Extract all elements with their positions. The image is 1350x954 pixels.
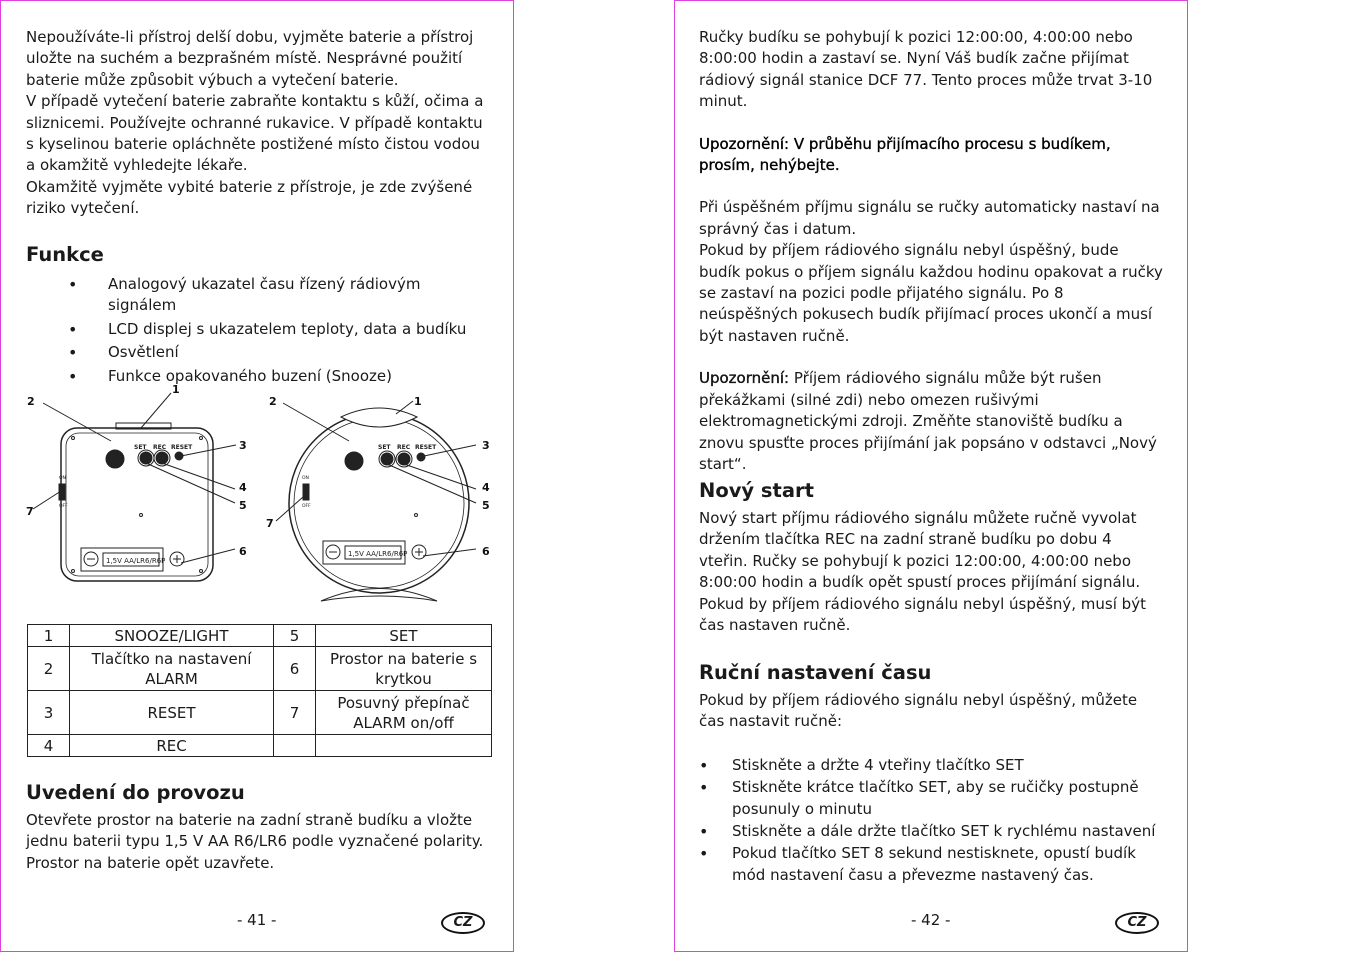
parts-table bbox=[27, 624, 492, 757]
callout-2: 2 bbox=[269, 395, 277, 408]
alarm-clock-diagram bbox=[21, 381, 501, 606]
table-cell bbox=[274, 735, 316, 757]
novy-start-section bbox=[699, 479, 1164, 636]
callout-5: 5 bbox=[239, 499, 247, 512]
page-number: - 41 - bbox=[237, 911, 277, 929]
switch-on-label: ON bbox=[302, 476, 309, 481]
callout-1: 1 bbox=[172, 383, 180, 396]
square-clock-labels bbox=[59, 444, 193, 565]
switch-off-label: OFF bbox=[59, 504, 68, 509]
manual-setting-heading: Ruční nastavení času bbox=[699, 661, 932, 684]
battery-label: 1,5V AA/LR6/R6P bbox=[348, 550, 408, 558]
callout-numbers bbox=[26, 383, 490, 558]
page-number: - 42 - bbox=[911, 911, 951, 929]
callout-1: 1 bbox=[414, 395, 422, 408]
list-item: • Analogový ukazatel času řízený rádiovým signálem bbox=[26, 274, 491, 317]
table-cell: Posuvný přepínač ALARM on/off bbox=[316, 691, 492, 735]
funkce-list bbox=[26, 274, 491, 387]
button-label: RESET bbox=[171, 444, 193, 451]
table-row bbox=[28, 647, 492, 691]
list-item: • LCD displej s ukazatelem teploty, data a budíku bbox=[26, 319, 491, 340]
table-cell: 5 bbox=[274, 625, 316, 647]
novy-start-paragraph-1: Nový start příjmu rádiového signálu můžete ručně vyvolat držením tlačítka REC na zadní straně budíku po dobu 4 vteřin. Ručky se pohybují k pozici 12:00:00, 4:00:00 nebo 8:00:00 hodin a budík opět spustí proces přijímání signálu. bbox=[699, 509, 1141, 592]
table-cell: SET bbox=[316, 625, 492, 647]
switch-off-label: OFF bbox=[302, 504, 311, 509]
provoz-section bbox=[26, 781, 491, 874]
table-row bbox=[28, 735, 492, 757]
funkce-heading: Funkce bbox=[26, 243, 104, 266]
callout-3: 3 bbox=[239, 439, 247, 452]
table-cell: 2 bbox=[28, 647, 70, 691]
list-item: • Stiskněte a dále držte tlačítko SET k rychlému nastavení bbox=[699, 821, 1164, 842]
list-item: • Funkce opakovaného buzení (Snooze) bbox=[26, 366, 491, 387]
battery-label: 1,5V AA/LR6/R6P bbox=[106, 557, 166, 565]
round-clock-figure bbox=[276, 401, 476, 601]
novy-start-heading: Nový start bbox=[699, 479, 814, 502]
warning-label: Upozornění: bbox=[699, 369, 790, 388]
button-label: SET bbox=[134, 444, 147, 451]
callout-6: 6 bbox=[239, 545, 247, 558]
list-item: • Osvětlení bbox=[26, 342, 491, 363]
table-cell: Tlačítko na nastavení ALARM bbox=[70, 647, 274, 691]
button-label: RESET bbox=[415, 444, 437, 451]
interference-warning bbox=[699, 368, 1164, 475]
callout-3: 3 bbox=[482, 439, 490, 452]
manual-setting-paragraph: Pokud by příjem rádiového signálu nebyl úspěšný, můžete čas nastavit ručně: bbox=[699, 691, 1138, 731]
table-cell: 7 bbox=[274, 691, 316, 735]
table-cell: SNOOZE/LIGHT bbox=[70, 625, 274, 647]
table-cell: 6 bbox=[274, 647, 316, 691]
callout-4: 4 bbox=[239, 481, 247, 494]
callout-7: 7 bbox=[26, 505, 34, 518]
square-clock-figure bbox=[33, 393, 236, 581]
intro-paragraph-3: Okamžitě vyjměte vybité baterie z přístroje, je zde zvýšené riziko vytečení. bbox=[26, 177, 473, 218]
table-cell: REC bbox=[70, 735, 274, 757]
warning-no-move: Upozornění: V průběhu přijímacího procesu s budíkem, prosím, nehýbejte. bbox=[699, 134, 1111, 175]
warning-text: Příjem rádiového signálu může být rušen překážkami (silné zdi) nebo omezen rušivými elektromagnetickými zdroji. Změňte stanoviště budíku a znovu spusťte proces přijímání jak popsáno v odstavci „Nový start“. bbox=[699, 369, 1157, 473]
provoz-heading: Uvedení do provozu bbox=[26, 781, 245, 804]
funkce-section bbox=[26, 243, 491, 387]
manual-setting-list bbox=[699, 755, 1164, 886]
table-cell: 4 bbox=[28, 735, 70, 757]
callout-7: 7 bbox=[266, 517, 274, 530]
language-badge: CZ bbox=[1115, 912, 1159, 934]
table-cell bbox=[316, 735, 492, 757]
novy-start-paragraph-2: Pokud by příjem rádiového signálu nebyl úspěšný, musí být čas nastaven ručně. bbox=[699, 594, 1146, 635]
button-label: REC bbox=[153, 444, 167, 451]
reception-paragraph: Ručky budíku se pohybují k pozici 12:00:00, 4:00:00 nebo 8:00:00 hodin a zastaví se. Nyní Váš budík začne přijímat rádiový signál stanice DCF 77. Tento proces může trvat 3-10 minut. bbox=[699, 28, 1153, 111]
button-label: SET bbox=[378, 444, 391, 451]
right-text-block bbox=[699, 27, 1164, 475]
intro-paragraph-2: V případě vytečení baterie zabraňte kontaktu s kůží, očima a sliznicemi. Používejte ochranné rukavice. V případě kontaktu s kyselinou baterie opláchněte postižené místo čistou vodou a okamžitě vyhledejte lékaře. bbox=[26, 92, 484, 175]
table-cell: RESET bbox=[70, 691, 274, 735]
list-item: • Stiskněte a držte 4 vteřiny tlačítko SET bbox=[699, 755, 1164, 776]
table-row bbox=[28, 625, 492, 647]
table-cell: Prostor na baterie s krytkou bbox=[316, 647, 492, 691]
page-left bbox=[0, 0, 514, 952]
table-cell: 3 bbox=[28, 691, 70, 735]
table-row bbox=[28, 691, 492, 735]
manual-setting-section bbox=[699, 661, 1164, 886]
callout-5: 5 bbox=[482, 499, 490, 512]
intro-block bbox=[26, 27, 491, 220]
success-paragraph: Při úspěšném příjmu signálu se ručky automaticky nastaví na správný čas i datum. bbox=[699, 198, 1160, 238]
retry-paragraph: Pokud by příjem rádiového signálu nebyl úspěšný, bude budík pokus o příjem signálu každou hodinu opakovat a ručky se zastaví na pozici podle přijatého signálu. Po 8 neúspěšných pokusech budík přijímací proces ukončí a musí být nastaven ručně. bbox=[699, 241, 1163, 345]
button-label: REC bbox=[397, 444, 411, 451]
switch-on-label: ON bbox=[59, 476, 66, 481]
intro-paragraph-1: Nepoužíváte-li přístroj delší dobu, vyjměte baterie a přístroj uložte na suchém a bezprašném místě. Nesprávné použití baterie může způsobit výbuch a vytečení baterie. bbox=[26, 28, 474, 89]
list-item: • Pokud tlačítko SET 8 sekund nestisknete, opustí budík mód nastavení času a převezme nastavený čas. bbox=[699, 843, 1164, 886]
callout-6: 6 bbox=[482, 545, 490, 558]
callout-4: 4 bbox=[482, 481, 490, 494]
language-badge: CZ bbox=[441, 912, 485, 934]
table-cell: 1 bbox=[28, 625, 70, 647]
callout-2: 2 bbox=[27, 395, 35, 408]
list-item: • Stiskněte krátce tlačítko SET, aby se ručičky postupně posunuly o minutu bbox=[699, 777, 1164, 820]
provoz-paragraph: Otevřete prostor na baterie na zadní straně budíku a vložte jednu baterii typu 1,5 V AA R6/LR6 podle vyznačené polarity. Prostor na baterie opět uzavřete. bbox=[26, 811, 484, 872]
page-right bbox=[674, 0, 1188, 952]
